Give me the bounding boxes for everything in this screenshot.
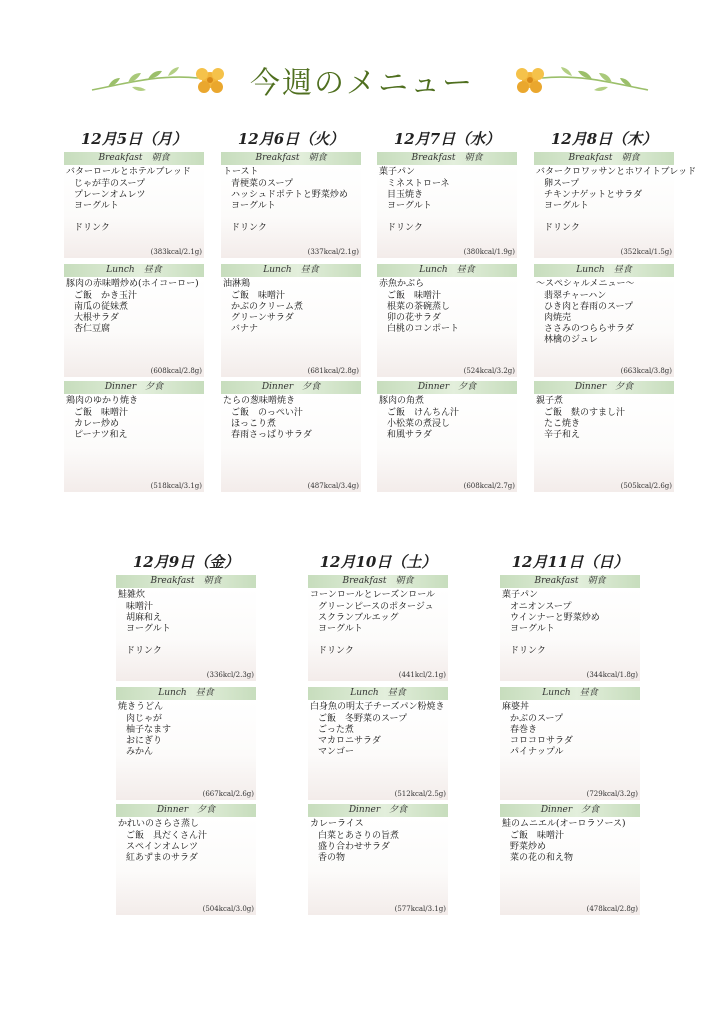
menu-item: スペインオムレツ <box>126 842 199 852</box>
menu-item: グリーンサラダ <box>231 313 294 323</box>
lunch-main: ～スペシャルメニュー～ <box>536 279 635 289</box>
menu-item: 白菜とあさりの旨煮 <box>318 831 400 841</box>
menu-item: ご飯 味噌汁 <box>231 291 286 301</box>
menu-item: みかん <box>126 747 154 757</box>
menu-item: 翡翠チャーハン <box>544 291 607 301</box>
kcal-label: (504kcal/3.0g) <box>202 905 254 913</box>
menu-item: ご飯 味噌汁 <box>74 408 129 418</box>
menu-item: 目玉焼き <box>387 190 424 200</box>
lunch-main: 麻婆丼 <box>502 702 530 712</box>
breakfast-header: Breakfast 朝食 <box>221 152 361 165</box>
dinner-header: Dinner 夕食 <box>500 804 640 817</box>
dinner-main: 鶏肉のゆかり焼き <box>66 396 139 406</box>
dinner-section <box>116 804 256 915</box>
lunch-header: Lunch 昼食 <box>308 687 448 700</box>
menu-item: オニオンスープ <box>510 602 572 612</box>
menu-item: ささみのつららサラダ <box>544 324 634 334</box>
breakfast-main: バタークロワッサンとホワイトブレッド <box>536 167 697 177</box>
dinner-section <box>308 804 448 915</box>
lunch-main: 豚肉の赤味噌炒め(ホイコーロー) <box>66 279 199 289</box>
day-column <box>221 128 361 492</box>
kcal-label: (478kcal/2.8g) <box>586 905 638 913</box>
day-date: 12月5日（月） <box>80 130 188 148</box>
dinner-header: Dinner 夕食 <box>116 804 256 817</box>
menu-item: 盛り合わせサラダ <box>318 842 390 852</box>
breakfast-main: 菓子パン <box>379 167 416 177</box>
breakfast-header: Breakfast 朝食 <box>64 152 204 165</box>
kcal-label: (505kcal/2.6g) <box>620 482 672 490</box>
day-column <box>534 128 697 492</box>
kcal-label: (667kcal/2.6g) <box>202 790 254 798</box>
menu-item: たこ焼き <box>544 419 581 429</box>
day-column <box>116 551 256 915</box>
menu-item: おにぎり <box>126 736 163 746</box>
menu-item: 辛子和え <box>544 430 581 440</box>
menu-item: 肉焼売 <box>544 313 572 323</box>
kcal-label: (608kcal/2.7g) <box>463 482 515 490</box>
menu-item: ヨーグルト <box>318 624 363 634</box>
menu-item: ご飯 味噌汁 <box>387 291 442 301</box>
dinner-section <box>221 381 361 492</box>
menu-item: ヨーグルト <box>231 201 276 211</box>
menu-item: パイナップル <box>510 747 564 757</box>
menu-item: ご飯 冬野菜のスープ <box>318 714 408 724</box>
menu-item: カレー炒め <box>74 419 120 429</box>
kcal-label: (383kcal/2.1g) <box>150 248 202 256</box>
lunch-header: Lunch 昼食 <box>221 264 361 277</box>
breakfast-section <box>308 575 448 681</box>
breakfast-header: Breakfast 朝食 <box>116 575 256 588</box>
kcal-label: (344kcal/1.8g) <box>586 671 638 679</box>
menu-item: グリーンピースのポタージュ <box>318 602 434 612</box>
flower-vine-right-icon <box>502 60 652 100</box>
page-title: 今週のメニュー <box>250 66 474 101</box>
menu-item: 小松菜の煮浸し <box>387 419 451 429</box>
dinner-main: カレーライス <box>310 819 364 829</box>
drink-item: ドリンク <box>544 223 580 233</box>
breakfast-main: バターロールとホテルブレッド <box>66 167 191 177</box>
kcal-label: (663kcal/3.8g) <box>620 367 672 375</box>
menu-item: マンゴー <box>318 747 355 757</box>
kcal-label: (518kcal/3.1g) <box>150 482 202 490</box>
lunch-header: Lunch 昼食 <box>116 687 256 700</box>
kcal-label: (380kcal/1.9g) <box>463 248 515 256</box>
day-column <box>308 551 448 915</box>
menu-item: 青梗菜のスープ <box>231 179 294 189</box>
menu-item: 菜の花の和え物 <box>510 853 574 863</box>
drink-item: ドリンク <box>387 223 423 233</box>
dinner-section <box>64 381 204 492</box>
dinner-header: Dinner 夕食 <box>308 804 448 817</box>
menu-item: 紅あずまのサラダ <box>126 853 198 863</box>
menu-item: ヨーグルト <box>126 624 171 634</box>
lunch-main: 焼きうどん <box>118 702 164 712</box>
kcal-label: (681kcal/2.8g) <box>307 367 359 375</box>
day-date: 12月11日（日） <box>511 553 629 571</box>
menu-item: ほっこり煮 <box>231 419 277 429</box>
breakfast-section <box>534 152 697 258</box>
menu-item: プレーンオムレツ <box>74 190 146 200</box>
kcal-label: (512kcal/2.5g) <box>394 790 446 798</box>
drink-item: ドリンク <box>74 223 110 233</box>
breakfast-header: Breakfast 朝食 <box>500 575 640 588</box>
day-date: 12月8日（木） <box>550 130 658 148</box>
lunch-section <box>534 264 674 377</box>
lunch-section <box>64 264 204 377</box>
lunch-section <box>308 687 448 800</box>
menu-item: ウインナーと野菜炒め <box>510 613 600 623</box>
menu-item: ご飯 けんちん汁 <box>387 408 460 418</box>
lunch-header: Lunch 昼食 <box>377 264 517 277</box>
menu-item: 春巻き <box>510 725 538 735</box>
menu-item: 野菜炒め <box>510 842 547 852</box>
breakfast-main: トースト <box>223 167 259 177</box>
breakfast-main: コーンロールとレーズンロール <box>310 590 436 600</box>
lunch-section <box>221 264 361 377</box>
flower-vine-left-icon <box>88 60 238 100</box>
menu-item: 香の物 <box>318 853 346 863</box>
drink-item: ドリンク <box>510 646 546 656</box>
menu-item: 春雨さっぱりサラダ <box>231 430 312 440</box>
kcal-label: (608kcal/2.8g) <box>150 367 202 375</box>
dinner-header: Dinner 夕食 <box>534 381 674 394</box>
lunch-section <box>500 687 640 800</box>
breakfast-section <box>377 152 517 258</box>
menu-item: 南瓜の従妹煮 <box>74 302 129 312</box>
dinner-section <box>377 381 517 492</box>
menu-item: ご飯 かき玉汁 <box>74 291 138 301</box>
kcal-label: (729kcal/3.2g) <box>586 790 638 798</box>
menu-item: 卯の花サラダ <box>387 313 441 323</box>
kcal-label: (352kcal/1.5g) <box>620 248 672 256</box>
menu-item: チキンナゲットとサラダ <box>544 190 643 200</box>
kcal-label: (337kcal/2.1g) <box>307 248 359 256</box>
lunch-header: Lunch 昼食 <box>534 264 674 277</box>
menu-item: ご飯 具だくさん汁 <box>126 831 208 841</box>
dinner-header: Dinner 夕食 <box>221 381 361 394</box>
menu-item: マカロニサラダ <box>318 736 381 746</box>
drink-item: ドリンク <box>126 646 162 656</box>
day-column <box>377 128 517 492</box>
menu-item: ハッシュドポテトと野菜炒め <box>231 190 348 200</box>
kcal-label: (577kcal/3.1g) <box>394 905 446 913</box>
breakfast-main: 鮭雑炊 <box>118 590 146 600</box>
menu-item: ひき肉と春雨のスープ <box>544 302 634 312</box>
menu-item: ヨーグルト <box>510 624 555 634</box>
menu-item: 林檎のジュレ <box>544 335 598 345</box>
breakfast-section <box>64 152 204 258</box>
menu-item: 柚子なます <box>126 725 172 735</box>
lunch-section <box>377 264 517 377</box>
menu-item: ヨーグルト <box>74 201 119 211</box>
lunch-header: Lunch 昼食 <box>500 687 640 700</box>
kcal-label: (441kcl/2.1g) <box>398 671 446 679</box>
menu-item: バナナ <box>231 324 259 334</box>
lunch-header: Lunch 昼食 <box>64 264 204 277</box>
menu-item: ヨーグルト <box>544 201 589 211</box>
kcal-label: (524kcal/3.2g) <box>463 367 515 375</box>
menu-item: ご飯 麩のすまし汁 <box>544 408 626 418</box>
menu-item: 肉じゃが <box>126 714 163 724</box>
menu-item: 大根サラダ <box>74 313 119 323</box>
breakfast-section <box>500 575 640 681</box>
day-column <box>500 551 640 915</box>
menu-item: ご飯 味噌汁 <box>510 831 565 841</box>
menu-item: 白桃のコンポート <box>387 324 460 334</box>
menu-item: コロコロサラダ <box>510 736 573 746</box>
breakfast-section <box>116 575 256 681</box>
drink-item: ドリンク <box>318 646 354 656</box>
day-date: 12月9日（金） <box>132 553 240 571</box>
menu-item: 味噌汁 <box>126 602 154 612</box>
menu-item: かぶのクリーム煮 <box>231 302 304 312</box>
menu-item: ミネストローネ <box>387 179 450 189</box>
menu-item: 根菜の茶碗蒸し <box>387 302 451 312</box>
lunch-section <box>116 687 256 800</box>
dinner-main: かれいのさらさ蒸し <box>118 819 200 829</box>
breakfast-main: 菓子パン <box>502 590 539 600</box>
breakfast-header: Breakfast 朝食 <box>308 575 448 588</box>
kcal-label: (336kcl/2.3g) <box>206 671 254 679</box>
lunch-main: 白身魚の明太子チーズパン粉焼き <box>310 702 445 712</box>
dinner-main: 豚肉の角煮 <box>379 396 425 406</box>
menu-item: 卵スープ <box>544 179 580 189</box>
breakfast-header: Breakfast 朝食 <box>377 152 517 165</box>
dinner-main: 親子煮 <box>536 396 564 406</box>
menu-item: 和風サラダ <box>387 430 432 440</box>
dinner-main: たらの葱味噌焼き <box>223 396 296 406</box>
menu-item: 胡麻和え <box>126 613 163 623</box>
day-column <box>64 128 204 492</box>
dinner-main: 鮭のムニエル(オーロラソース) <box>502 819 626 829</box>
breakfast-header: Breakfast 朝食 <box>534 152 674 165</box>
breakfast-section <box>221 152 361 258</box>
menu-item: ピーナツ和え <box>74 430 128 440</box>
dinner-header: Dinner 夕食 <box>64 381 204 394</box>
kcal-label: (487kcal/3.4g) <box>307 482 359 490</box>
day-date: 12月10日（土） <box>319 553 437 571</box>
menu-item: かぶのスープ <box>510 714 564 724</box>
menu-item: 杏仁豆腐 <box>74 324 111 334</box>
menu-item: ご飯 のっぺい汁 <box>231 408 303 418</box>
menu-item: ヨーグルト <box>387 201 432 211</box>
menu-item: じゃが芋のスープ <box>74 179 146 189</box>
dinner-section <box>534 381 674 492</box>
dinner-section <box>500 804 640 915</box>
menu-item: ごった煮 <box>318 725 354 735</box>
lunch-main: 油淋鶏 <box>223 279 251 289</box>
lunch-main: 赤魚かぶら <box>379 279 425 289</box>
drink-item: ドリンク <box>231 223 267 233</box>
day-date: 12月6日（火） <box>237 130 345 148</box>
dinner-header: Dinner 夕食 <box>377 381 517 394</box>
menu-item: スクランブルエッグ <box>318 613 399 623</box>
day-date: 12月7日（水） <box>393 130 501 148</box>
